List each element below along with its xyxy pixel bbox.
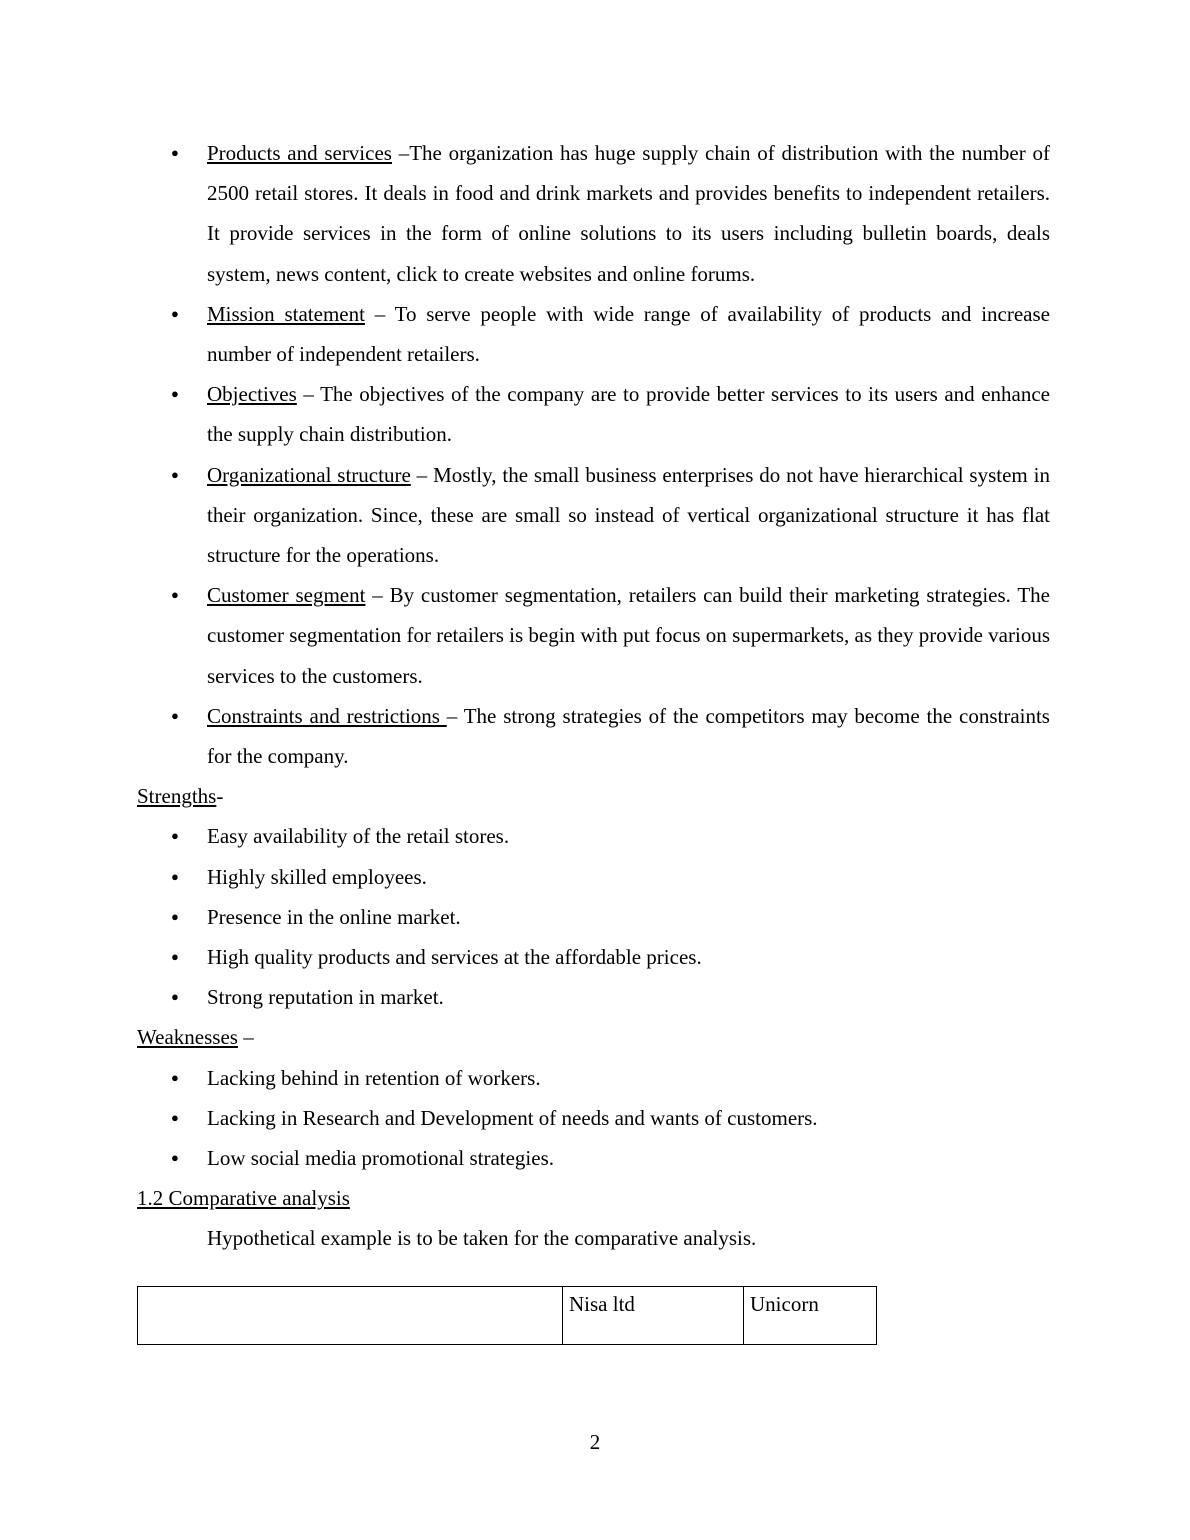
business-overview-list: [137, 133, 1050, 776]
list-item: ● High quality products and services at the affordable prices.: [137, 937, 1050, 977]
comparative-intro: Hypothetical example is to be taken for the comparative analysis.: [207, 1226, 757, 1251]
list-item-term: Mission statement: [207, 301, 365, 326]
table-cell: [138, 1286, 563, 1344]
list-item-text: – To serve people with wide range of availability of products and increase number of independent retailers.: [207, 301, 1050, 367]
comparative-heading-text: 1.2 Comparative analysis: [137, 1186, 350, 1211]
weaknesses-heading-text: Weaknesses: [137, 1025, 238, 1050]
list-item: [137, 374, 1050, 454]
weaknesses-list: [137, 1058, 1050, 1179]
list-item: [137, 133, 1050, 294]
list-item-text: – By customer segmentation, retailers can build their marketing strategies. The customer segmentation for retailers is begin with put focus on supermarkets, as they provide various services to the customers.: [207, 583, 1050, 688]
table-cell: Unicorn: [744, 1286, 877, 1344]
weaknesses-heading: [137, 1017, 1050, 1057]
page-number: 2: [589, 1430, 601, 1454]
list-item: [137, 455, 1050, 576]
strengths-heading: [137, 776, 1050, 816]
list-item-text: – The objectives of the company are to provide better services to its users and enhance the supply chain distribution.: [207, 382, 1050, 447]
comparison-table: [137, 1286, 877, 1345]
list-item: ● Strong reputation in market.: [137, 977, 1050, 1017]
list-item: [137, 294, 1050, 374]
list-item-text: –The organization has huge supply chain of distribution with the number of 2500 retail stores. It deals in food and drink markets and provides benefits to independent retailers. It provide services in the form of online solutions to its users including bulletin boards, deals system, news content, click to create websites and online forums.: [207, 141, 1050, 286]
table-row: [138, 1286, 877, 1344]
list-item: ● Lacking behind in retention of workers.: [137, 1058, 1050, 1098]
list-item: ● Easy availability of the retail stores.: [137, 816, 1050, 856]
weaknesses-heading-suffix: –: [237, 1025, 254, 1050]
list-item-term: Products and services: [207, 141, 392, 165]
list-item-term: Objectives: [207, 382, 297, 407]
list-item: ● Highly skilled employees.: [137, 857, 1050, 897]
list-item: ● Presence in the online market.: [137, 897, 1050, 937]
strengths-list: [137, 816, 1050, 1017]
list-item-term: Customer segment: [207, 583, 366, 608]
strengths-heading-suffix: -: [216, 784, 224, 809]
list-item-term: Organizational structure: [207, 462, 411, 487]
list-item: [137, 575, 1050, 696]
list-item: ● Lacking in Research and Development of needs and wants of customers.: [137, 1098, 1050, 1138]
list-item-term: Constraints and restrictions: [207, 703, 447, 728]
list-item-text: – Mostly, the small business enterprises do not have hierarchical system in their organization. Since, these are small so instead of vertical organizational structure it has flat structure for the operations.: [207, 462, 1050, 568]
page-content: [137, 133, 1050, 1345]
strengths-heading-text: Strengths: [137, 784, 217, 809]
list-item: [137, 696, 1050, 776]
list-item-text: – The strong strategies of the competitors may become the constraints for the company.: [207, 703, 1050, 769]
list-item: ● Low social media promotional strategies.: [137, 1138, 1050, 1178]
spacer: [137, 1259, 1050, 1286]
comparative-heading: [137, 1178, 1050, 1218]
table-cell: Nisa ltd: [563, 1286, 744, 1344]
